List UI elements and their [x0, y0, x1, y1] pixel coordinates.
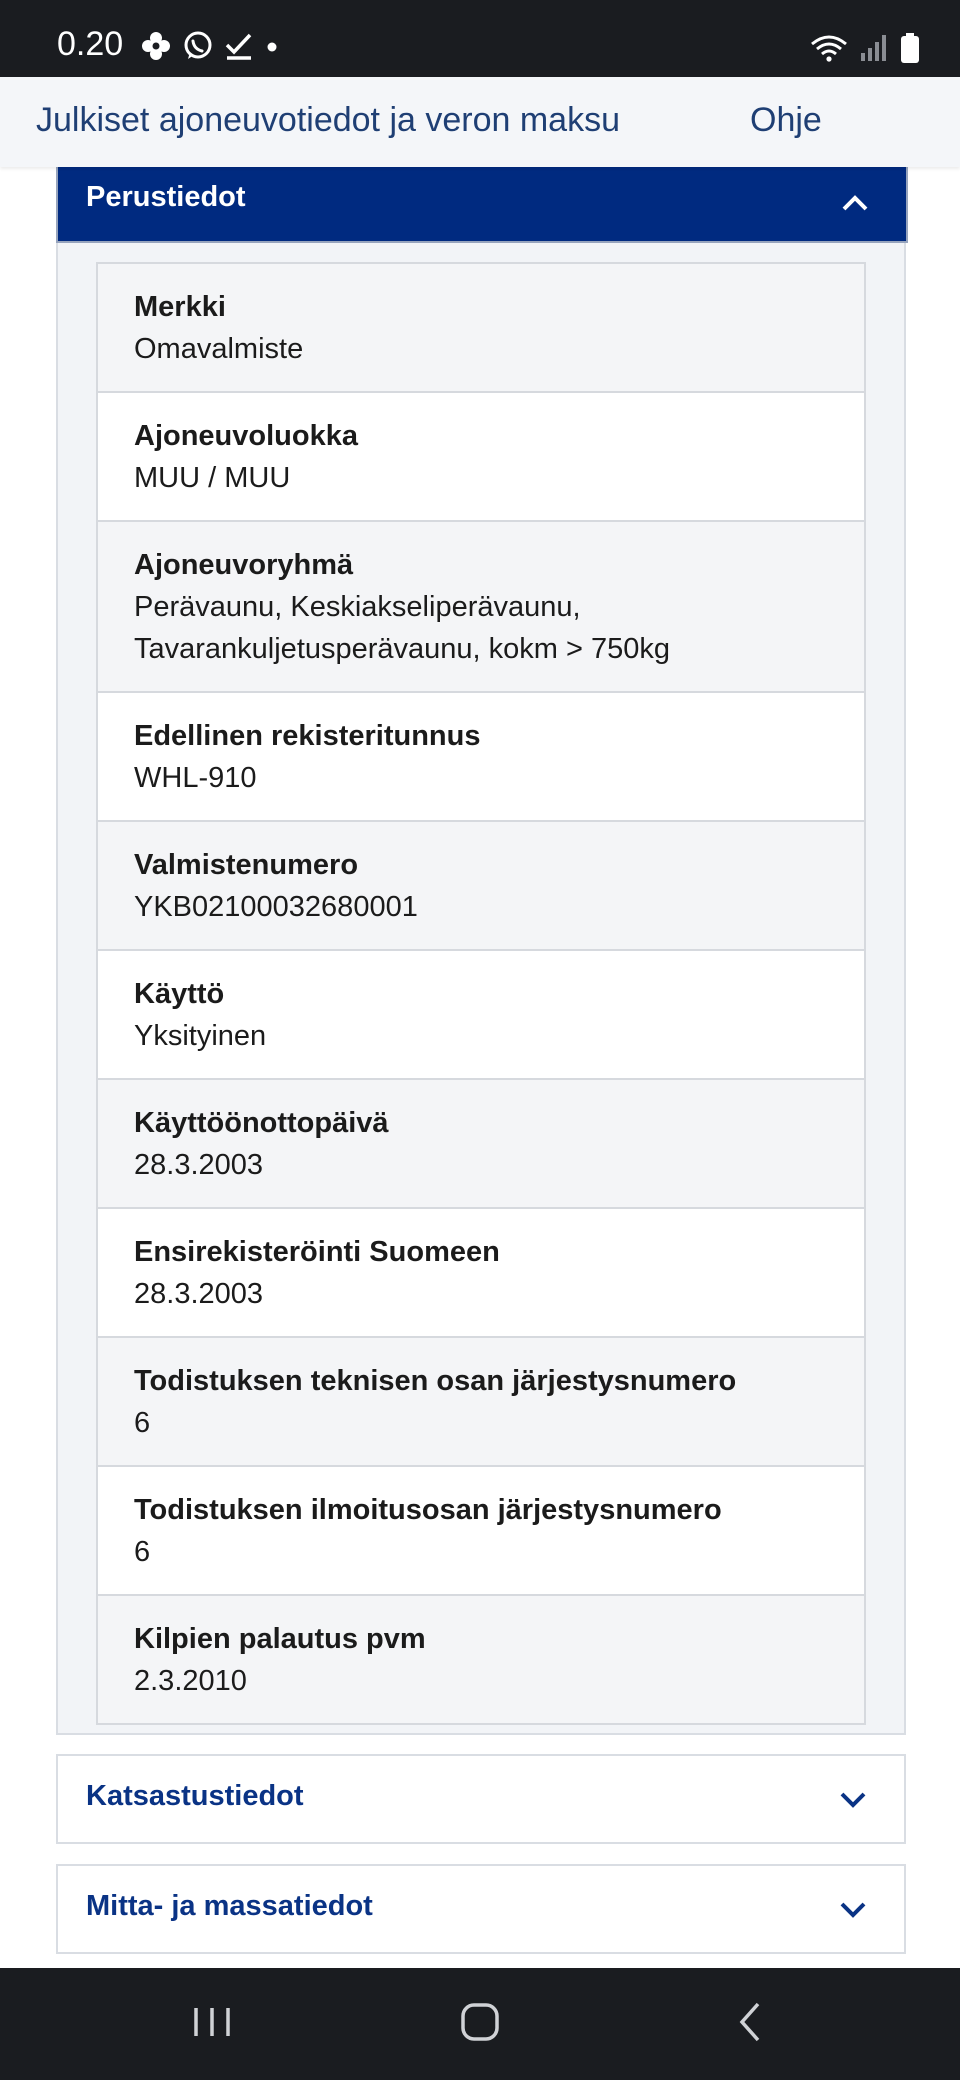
wifi-icon — [810, 33, 848, 63]
status-time: 0.20 — [57, 25, 124, 63]
chevron-down-icon — [838, 1788, 868, 1812]
basic-info-header[interactable] — [56, 165, 908, 243]
field-value: 28.3.2003 — [134, 1149, 264, 1181]
field-label: Valmistenumero — [134, 849, 359, 881]
help-link[interactable]: Ohje — [750, 101, 822, 139]
field-usage — [98, 951, 864, 1080]
dimensions-mass-title: Mitta- ja massatiedot — [86, 1890, 373, 1922]
field-label: Edellinen rekisteritunnus — [134, 720, 481, 752]
field-make — [98, 264, 864, 393]
field-serial-number — [98, 822, 864, 951]
chevron-down-icon — [838, 1898, 868, 1922]
system-nav-bar — [0, 1968, 960, 2080]
app-title: Julkiset ajoneuvotiedot ja veron maksu — [36, 101, 620, 139]
dimensions-mass-accordion[interactable] — [56, 1864, 906, 1954]
field-commissioning-date — [98, 1080, 864, 1209]
field-label: Ajoneuvoluokka — [134, 420, 358, 452]
field-plate-return-date — [98, 1596, 864, 1723]
signal-icon — [860, 33, 888, 63]
field-label: Käyttöönottopäivä — [134, 1107, 389, 1139]
inspection-info-title: Katsastustiedot — [86, 1780, 304, 1812]
field-value: YKB02100032680001 — [134, 891, 418, 923]
inspection-info-accordion[interactable] — [56, 1754, 906, 1844]
home-icon[interactable] — [458, 1998, 502, 2046]
field-notification-part-number — [98, 1467, 864, 1596]
field-label: Ajoneuvoryhmä — [134, 549, 354, 581]
field-value: WHL-910 — [134, 762, 257, 794]
dot-icon — [264, 31, 280, 61]
field-label: Todistuksen ilmoitusosan järjestysnumero — [134, 1494, 722, 1526]
battery-icon — [900, 32, 920, 64]
field-value: Omavalmiste — [134, 333, 304, 365]
status-bar — [0, 0, 960, 77]
field-value: 6 — [134, 1407, 151, 1439]
field-label: Käyttö — [134, 978, 225, 1010]
flower-icon — [140, 30, 172, 62]
chevron-up-icon — [840, 191, 870, 215]
field-value: 2.3.2010 — [134, 1665, 247, 1697]
field-label: Kilpien palautus pvm — [134, 1623, 426, 1655]
field-vehicle-group — [98, 522, 864, 693]
basic-info-title: Perustiedot — [86, 181, 246, 213]
basic-info-field-list — [96, 262, 866, 1725]
recent-apps-icon[interactable] — [190, 1998, 234, 2046]
app-header — [0, 77, 960, 167]
field-first-registration — [98, 1209, 864, 1338]
field-label: Merkki — [134, 291, 226, 323]
field-technical-part-number — [98, 1338, 864, 1467]
system-icons — [810, 32, 920, 64]
field-value: Perävaunu, Keskiakseliperävaunu, Tavarankuljetusperävaunu, kokm > 750kg — [134, 591, 671, 665]
notification-icons — [140, 30, 280, 62]
whatsapp-icon — [182, 30, 214, 62]
field-value: Yksityinen — [134, 1020, 267, 1052]
field-vehicle-class — [98, 393, 864, 522]
field-label: Ensirekisteröinti Suomeen — [134, 1236, 500, 1268]
back-icon[interactable] — [728, 1998, 772, 2046]
field-previous-registration — [98, 693, 864, 822]
check-icon — [224, 31, 254, 61]
basic-info-accordion — [56, 165, 906, 1735]
field-label: Todistuksen teknisen osan järjestysnumero — [134, 1365, 737, 1397]
field-value: MUU / MUU — [134, 462, 291, 494]
field-value: 28.3.2003 — [134, 1278, 264, 1310]
field-value: 6 — [134, 1536, 151, 1568]
